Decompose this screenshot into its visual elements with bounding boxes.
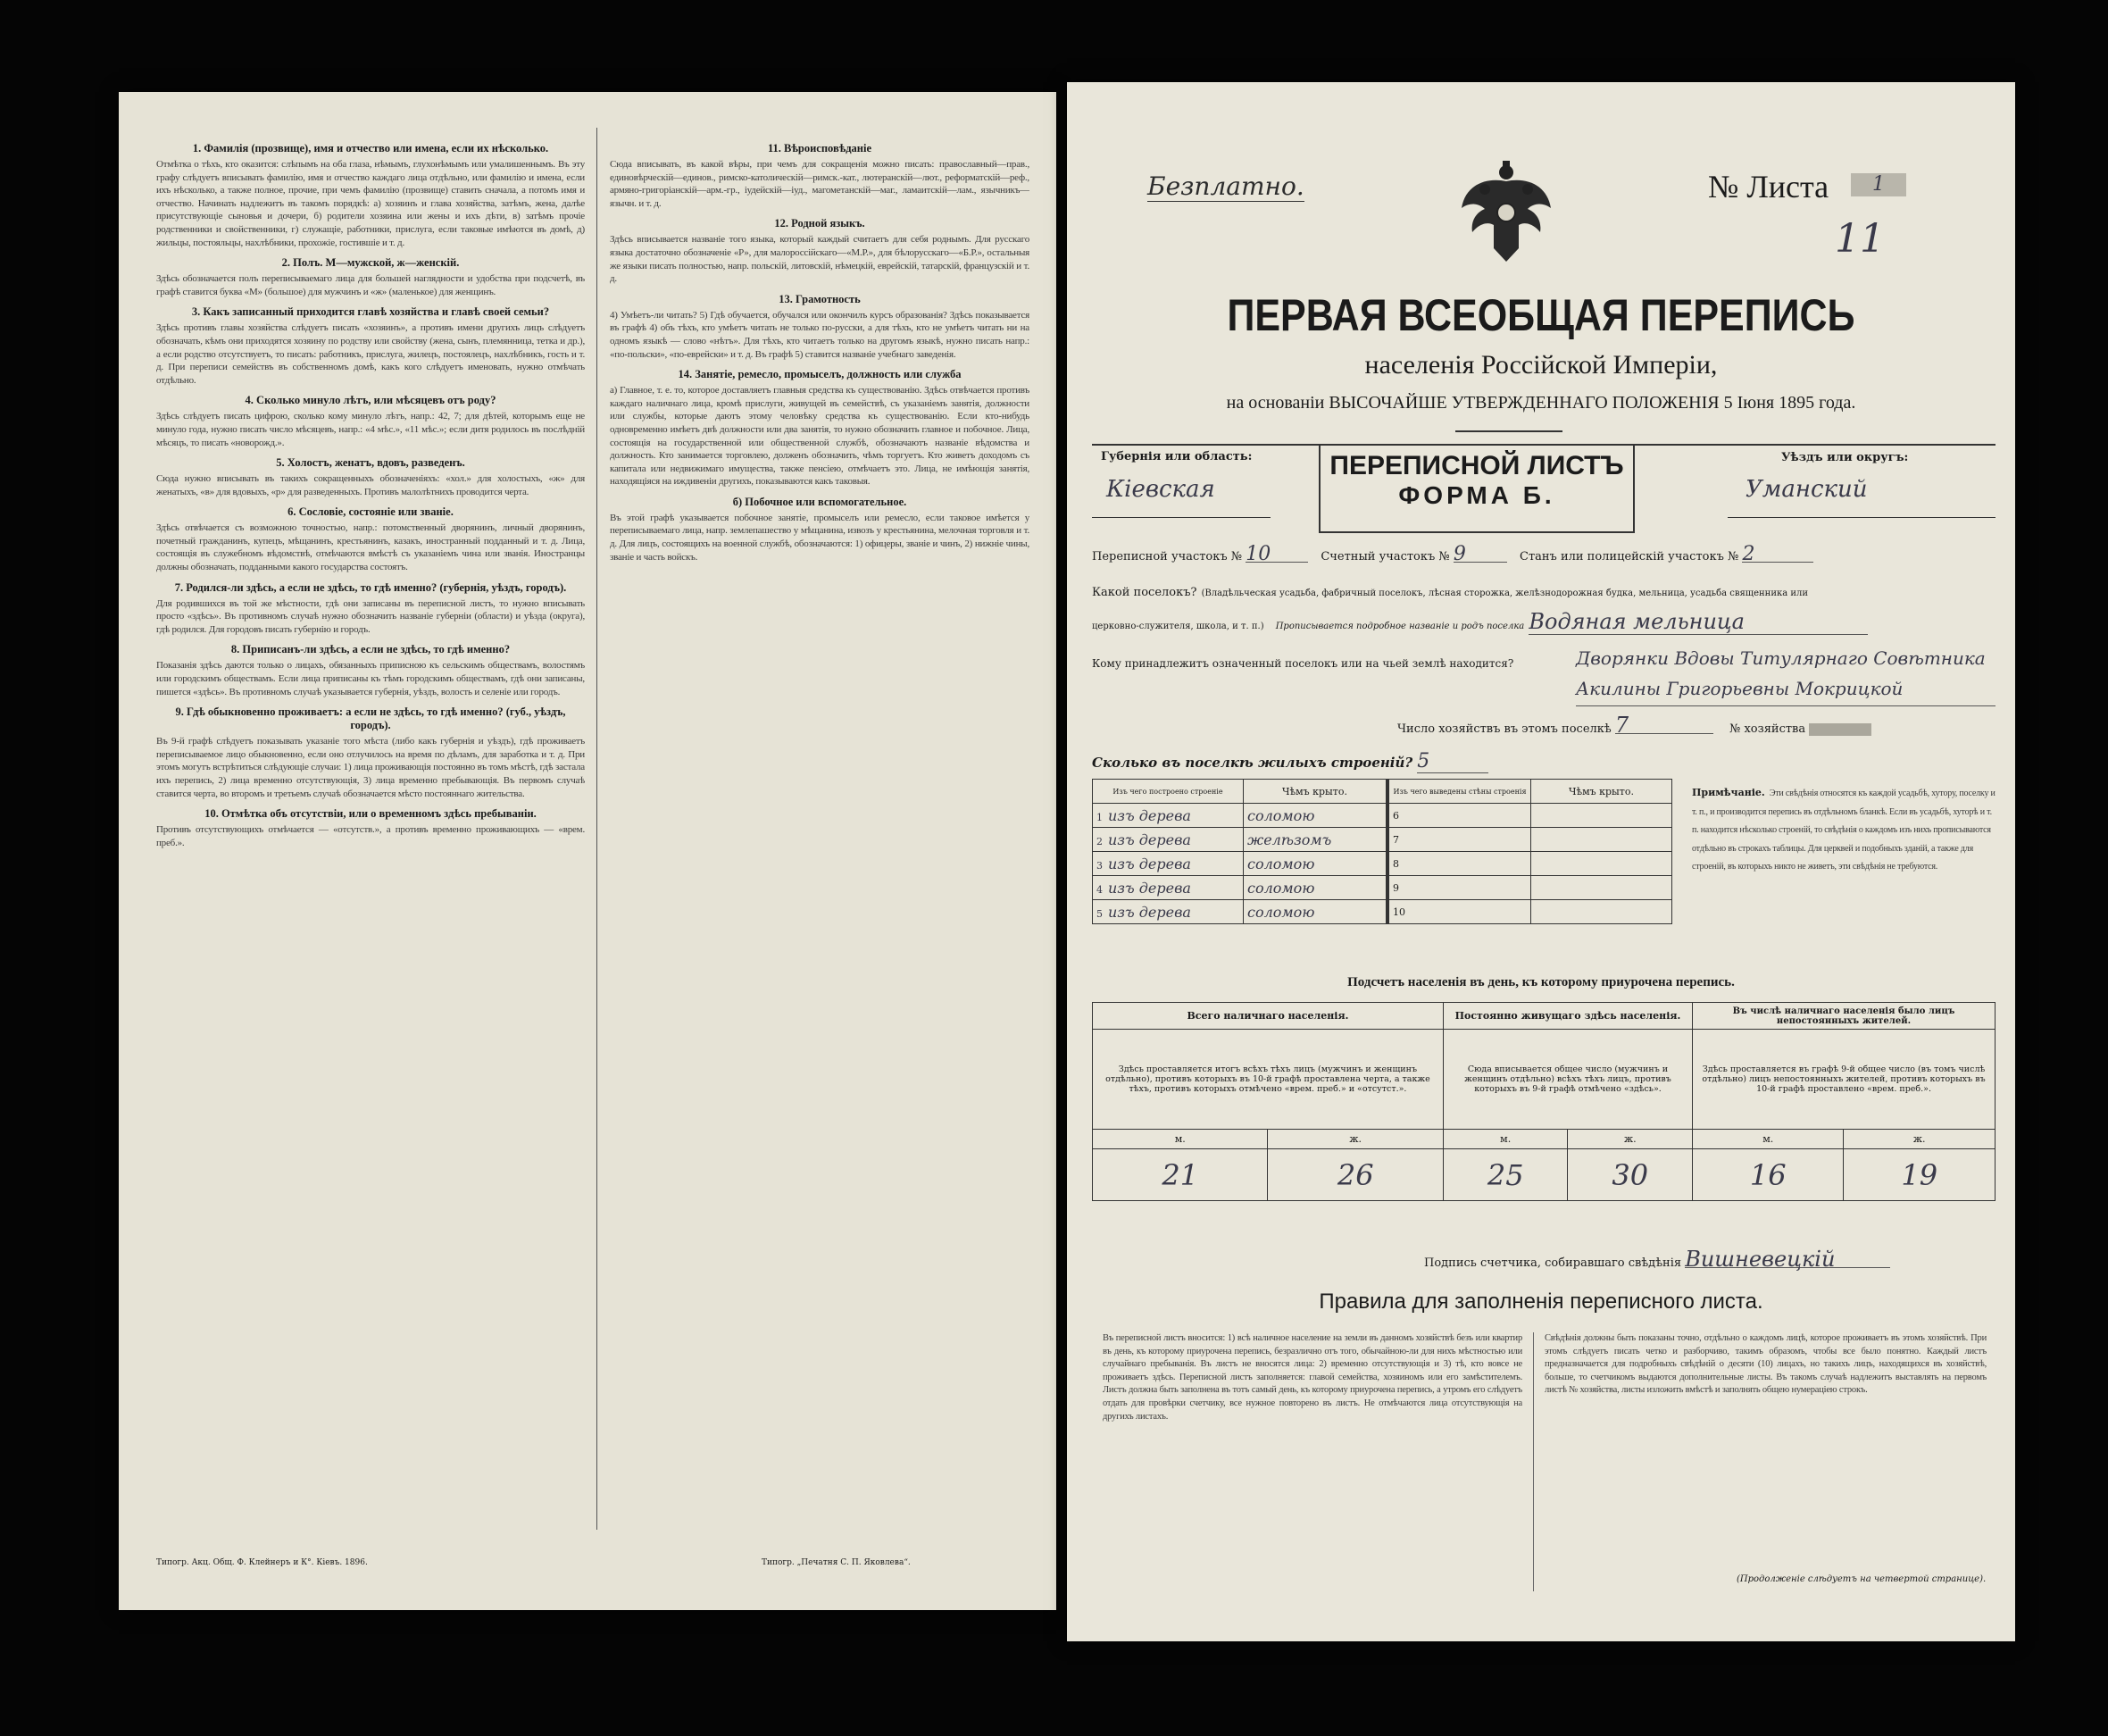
building-row-empty xyxy=(1388,876,1672,900)
building-roof-empty xyxy=(1531,876,1672,900)
pop-temporary-male: 16 xyxy=(1693,1149,1844,1201)
section-text: Сюда вписывать, въ какой вѣры, при чемъ для сокращенія можно писать: православный—прав., единовѣрческій—единов., римско-католическій—римск.-кат., лютеранскій—лют., реформатскій—реф., армяно-григоріанскій—арм.-гр., іудейскій—іуд., магометанскій—маг., ламаитскій—лам., язычникъ—язычн. и т. д. xyxy=(610,159,1029,209)
building-material-text: изъ дерева xyxy=(1108,855,1191,872)
section-title: 3. Какъ записанный приходится главѣ хозяйства и главѣ своей семьи? xyxy=(191,305,550,319)
building-roof: соломою xyxy=(1244,900,1387,924)
section-title: 8. Приписанъ-ли здѣсь, а если не здѣсь, то гдѣ именно? xyxy=(230,643,511,656)
section-text: Противъ отсутствующихъ отмѣчается — «отсутств.», а противъ временно проживающихъ — «врем. преб.». xyxy=(156,824,585,848)
building-number: 8 xyxy=(1388,852,1531,876)
household-no-value xyxy=(1809,723,1871,736)
settlement-row xyxy=(1092,582,1996,600)
buildings-table xyxy=(1092,779,1672,924)
left-column-1 xyxy=(156,135,585,1528)
sheet-number-label: № Листа xyxy=(1708,169,1829,204)
pop-total-female: 26 xyxy=(1268,1149,1444,1201)
building-number: 6 xyxy=(1388,804,1531,828)
building-number: 9 xyxy=(1388,876,1531,900)
stan-value: 2 xyxy=(1742,547,1813,563)
section-text: Здѣсь слѣдуетъ писать цифрою, сколько кому минуло лѣтъ, напр.: 42, 7; для дѣтей, которымъ еще не минуло года, нужно писать число мѣсяцевъ, напр.: «4 мѣс.», «11 мѣс.»; если дитя родилось въ послѣдній мѣсяцъ, то писать «новорожд.». xyxy=(156,411,585,448)
area-row xyxy=(1092,543,1996,565)
district-box xyxy=(1728,444,1996,518)
section-title: 13. Грамотность xyxy=(779,292,861,305)
pop-head-temporary: Въ числѣ наличнаго населенія было лицъ непостоянныхъ жителей. xyxy=(1693,1003,1996,1030)
pop-desc-permanent: Сюда вписывается общее число (мужчинъ и женщинъ отдѣльно) всѣхъ тѣхъ лицъ, противъ которыхъ въ 9-й графѣ отмѣчено «здѣсь». xyxy=(1443,1030,1692,1130)
building-row xyxy=(1093,900,1387,924)
section-title: б) Побочное или вспомогательное. xyxy=(732,495,907,508)
section-text: Въ 9-й графѣ слѣдуетъ показывать указаніе того мѣста (либо какъ губернія и уѣздъ), гдѣ проживаетъ переписываемое лицо обыкновенно, если оно отлучилось на время по дѣламъ, для заработка и т. д. При этомъ могутъ встрѣтиться слѣдующіе случаи: 1) лица проживающія постоянно въ томъ мѣстѣ, гдѣ застала ихъ перепись, 2) лица временно отсутствующія, 3) лица временно пребывающія. Въ первомъ случаѣ ставится черта, во второмъ и третьемъ случаѣ обозначается мѣсто постояннаго жительства. xyxy=(156,736,585,799)
population-table xyxy=(1092,1002,1996,1201)
buildings-label: Сколько въ поселкѣ жилыхъ строеній? xyxy=(1092,755,1413,771)
section-text: Сюда нужно вписывать въ такихъ сокращенныхъ обозначеніяхъ: «хол.» для холостыхъ, «ж» для женатыхъ, «в» для вдовыхъ, «р» для разведенныхъ. Противъ малолѣтнихъ проводится черта. xyxy=(156,473,585,497)
pop-permanent-male: 25 xyxy=(1443,1149,1568,1201)
counter-signature: Вишневецкій xyxy=(1685,1252,1890,1268)
section-text: Здѣсь отвѣчается съ возможною точностью, напр.: потомственный дворянинъ, личный дворянинъ, почетный гражданинъ, купецъ, мѣщанинъ, крестьянинъ, казакъ, иностранный подданный и т. д. Лица, состоящія въ служебномъ вѣдомствѣ, отмѣчаются вмѣстѣ съ указаніемъ чина или званія. Иностранцы должны обозначать, подданными какого государства состоятъ. xyxy=(156,522,585,573)
pop-permanent-female: 30 xyxy=(1568,1149,1693,1201)
section-title: 4. Сколько минуло лѣтъ, или мѣсяцевъ отъ роду? xyxy=(245,394,496,407)
left-page xyxy=(119,92,1056,1610)
building-material-text: изъ дерева xyxy=(1108,903,1191,921)
settlement-value: Водяная мельница xyxy=(1529,609,1868,635)
form-label: ФОРМА Б. xyxy=(1398,481,1555,509)
population-title: Подсчетъ населенія въ день, къ которому приурочена перепись. xyxy=(1347,975,1735,989)
rules-divider xyxy=(1533,1332,1534,1591)
census-subtitle: населенія Россійской Имперіи, xyxy=(1364,350,1718,380)
section-title: 9. Гдѣ обыкновенно проживаетъ: а если не здѣсь, то гдѣ именно? (губ., уѣздъ, городъ). xyxy=(175,705,566,732)
buildings-table-left xyxy=(1092,779,1387,924)
building-material-text: изъ дерева xyxy=(1108,879,1191,897)
households-value: 7 xyxy=(1615,718,1713,734)
building-row-empty xyxy=(1388,828,1672,852)
pop-m-label-2: м. xyxy=(1443,1130,1568,1149)
building-row-empty xyxy=(1388,900,1672,924)
section-title: 6. Сословіе, состояніе или званіе. xyxy=(287,505,454,519)
printer-imprint-left: Типогр. Акц. Общ. Ф. Клейнеръ и К°. Кіевъ. 1896. xyxy=(156,1558,368,1567)
rules-continuation: (Продолженіе слѣдуетъ на четвертой странице). xyxy=(1737,1574,1987,1584)
building-roof: желѣзомъ xyxy=(1244,828,1387,852)
building-material xyxy=(1093,828,1244,852)
building-number: 1 xyxy=(1096,811,1103,823)
buildings-value: 5 xyxy=(1417,750,1488,773)
households-label: Число хозяйствъ въ этомъ поселкѣ xyxy=(1397,722,1612,736)
bldg-col4-head: Чѣмъ крыто. xyxy=(1531,780,1672,804)
building-row xyxy=(1093,852,1387,876)
settlement-hint-2: церковно-служителя, школа, и т. п.) xyxy=(1092,622,1264,631)
section-title: 7. Родился-ли здѣсь, а если не здѣсь, то гдѣ именно? (губернія, уѣздъ, городъ). xyxy=(174,580,567,594)
building-material xyxy=(1093,804,1244,828)
district-label: Уѣздъ или округъ: xyxy=(1781,451,1909,464)
building-number: 5 xyxy=(1096,907,1103,920)
building-row-empty xyxy=(1388,804,1672,828)
section-title: 11. Вѣроисповѣданіе xyxy=(767,142,872,154)
free-label: Безплатно. xyxy=(1147,171,1304,201)
owner-value: Дворянки Вдовы Титулярнаго Совѣтника Акилины Григорьевны Мокрицкой xyxy=(1576,643,1996,706)
note-text: Эти свѣдѣнія относятся къ каждой усадьбѣ, хутору, поселку и т. п., и производится перепись въ отдѣльномъ бланкѣ. Если въ усадьбѣ, хуторѣ и т. п. находится нѣсколько строеній, то свѣдѣнія о каждомъ изъ нихъ прописываются отдѣльно въ строкахъ таблицы. Для церквей и подобныхъ зданій, а также для строеній, въ которыхъ никто не живетъ, эти свѣдѣнія не требуются. xyxy=(1692,789,1996,872)
section-text: Здѣсь обозначается полъ переписываемаго лица для большей наглядности и удобства при подсчетѣ, въ графѣ ставится буква «М» (большое) для мужчинъ и «ж» (маленькое) для женщинъ. xyxy=(156,273,585,297)
pop-temporary-female: 19 xyxy=(1844,1149,1996,1201)
building-roof: соломою xyxy=(1244,876,1387,900)
pop-m-label-3: м. xyxy=(1693,1130,1844,1149)
section-text: Отмѣтка о тѣхъ, кто оказится: слѣпымъ на оба глаза, нѣмымъ, глухонѣмымъ или умалишеннымъ. Въ эту графу слѣдуетъ вписывать фамилію, имя и отчество каждаго лица отдѣльно, или фамилію и имена, если ихъ нѣсколько, а также полное, прочие, при чемъ фамилію (прозвище) ставить сначала, а потомъ имя и отчество. Начинать надлежитъ въ такомъ порядкѣ: а) хозяинъ и глава хозяйства, затѣмъ, жена, далѣе присутствующіе сыновья и дочери, б) родители хозяина или жены и ихъ дѣти, в) затѣмъ прочіе родственники и свойственники, г) служащіе, работники, прислуга, если таковые имѣются въ домѣ, д) жильцы, постояльцы, нахлѣбники, прохожіе, гостившіе и т. д. xyxy=(156,159,585,248)
right-page xyxy=(1067,82,2015,1641)
settlement-hint: (Владѣльческая усадьба, фабричный поселокъ, лѣсная сторожка, желѣзнодорожная будка, мельница, усадьба священника или xyxy=(1201,588,1809,598)
counter-signature-label: Подпись счетчика, собиравшаго свѣдѣнія xyxy=(1424,1256,1682,1270)
pop-total-male: 21 xyxy=(1093,1149,1268,1201)
counter-signature-row xyxy=(1424,1247,1890,1272)
building-roof-empty xyxy=(1531,900,1672,924)
section-title: 2. Полъ. М—мужской, ж—женскій. xyxy=(281,256,460,270)
double-headed-eagle-emblem xyxy=(1458,159,1554,266)
stan-label: Станъ или полицейскій участокъ № xyxy=(1520,550,1739,563)
census-area-value: 10 xyxy=(1246,547,1308,563)
section-title: 10. Отмѣтка объ отсутствіи, или о временномъ здѣсь пребываніи. xyxy=(204,807,537,821)
building-material xyxy=(1093,852,1244,876)
building-number: 3 xyxy=(1096,859,1103,872)
section-text: Здѣсь противъ главы хозяйства слѣдуетъ писать «хозяинъ», а противъ имени другихъ лицъ слѣдуетъ обозначать, кѣмъ они приходятся хозяину по родству или свойству (жена, сынъ, племянница, тетка и др.), а если родство отсутствуетъ, то писать: работникъ, прислуга, жилецъ, постоялецъ, нахлѣбникъ, гость и т. д. При переписи семействъ въ собственномъ домѣ, какъ кого слѣдуетъ именовать, нужно отмѣчать отдѣльно. xyxy=(156,322,585,386)
building-row-empty xyxy=(1388,852,1672,876)
settlement-row-2 xyxy=(1092,609,1996,635)
building-material-text: изъ дерева xyxy=(1108,806,1191,824)
pop-head-total: Всего наличнаго населенія. xyxy=(1093,1003,1444,1030)
building-number: 2 xyxy=(1096,835,1103,847)
census-area-label: Переписной участокъ № xyxy=(1092,550,1243,563)
buildings-table-right xyxy=(1387,779,1672,924)
sheet-title: ПЕРЕПИСНОЙ ЛИСТЪ xyxy=(1329,451,1624,480)
pop-f-label-2: ж. xyxy=(1568,1130,1693,1149)
building-roof-empty xyxy=(1531,852,1672,876)
section-text: Показанія здѣсь даются только о лицахъ, обязанныхъ приписною къ сельскимъ обществамъ, волостямъ или городскимъ обществамъ. Если лица приписаны къ тѣмъ городскимъ обществамъ, гдѣ они записаны, пишется «здѣсь». Въ противномъ случаѣ указывается губернія, уѣздъ, волость и селеніе или городъ. xyxy=(156,660,585,697)
printer-imprint-right: Типогр. „Печатня С. П. Яковлева“. xyxy=(762,1558,911,1567)
pop-desc-temporary: Здѣсь проставляется въ графѣ 9-й общее число (въ томъ числѣ отдѣльно) лицъ непостоянныхъ жителей, противъ которыхъ въ 10-й графѣ проставлено «врем. преб.». xyxy=(1693,1030,1996,1130)
building-material-text: изъ дерева xyxy=(1108,830,1191,848)
title-divider xyxy=(1455,430,1562,432)
settlement-hint-3: Прописывается подробное названіе и родъ поселка xyxy=(1275,622,1525,631)
building-roof: соломою xyxy=(1244,852,1387,876)
province-box xyxy=(1092,444,1271,518)
building-row xyxy=(1093,876,1387,900)
sheet-title-box xyxy=(1319,444,1635,533)
section-title: 14. Занятіе, ремесло, промыселъ, должность или служба xyxy=(678,368,962,381)
province-value: Кіевская xyxy=(1106,476,1215,503)
building-row xyxy=(1093,828,1387,852)
building-number: 10 xyxy=(1388,900,1531,924)
section-text: Для родившихся въ той же мѣстности, гдѣ они записаны въ переписной листъ, то нужно вписывать просто «здѣсь». Въ противномъ случаѣ нужно обозначить названіе губерніи (области) и уѣзда (округа), гдѣ родился. Для городовъ писать губернію и городъ. xyxy=(156,597,585,635)
building-number: 7 xyxy=(1388,828,1531,852)
household-no-label: № хозяйства xyxy=(1729,722,1806,736)
settlement-label: Какой поселокъ? xyxy=(1092,586,1197,599)
bldg-col2-head: Чѣмъ крыто. xyxy=(1244,780,1387,804)
section-text: а) Главное, т. е. то, которое доставляетъ главныя средства къ существованію. Здѣсь отвѣчается противъ каждаго наличнаго лица, кромѣ прислуги, живущей въ семействѣ, съ указаніемъ занятія, должности или службы, которые даютъ этому человѣку средства къ существованію. Если кто-нибудь одновременно имѣетъ двѣ должности или два занятія, то нужно обозначить главное и побочное. Лица, состоящія на государственной или общественной службѣ, обозначаютъ названіе вѣдомства и должность. Кто занимается торговлею, долженъ обозначить, чѣмъ торгуетъ. Кто живетъ доходомъ съ капитала или недвижимаго имущества, также пенсіею, отмѣчаетъ это. Лица, не имѣющія занятія, находящіяся на иждивеніи другихъ, показываются какъ таковыя. xyxy=(610,385,1029,488)
pop-f-label-3: ж. xyxy=(1844,1130,1996,1149)
section-text: Въ этой графѣ указывается побочное занятіе, промыселъ или ремесло, если таковое имѣется у переписываемаго лица, напр. землепашество у мѣщанина, извозъ у крестьянина, мелочная торговля и т. д. Для лицъ, состоящихъ на военной службѣ, обозначаются: 1) офицеры, званіе и чинъ, 2) нижніе чины, званіе и часть войскъ. xyxy=(610,512,1029,563)
rules-left-column: Въ переписной листъ вносится: 1) всѣ наличное население на земли въ данномъ хозяйствѣ безъ или квартир въ день, къ которому приурочена перепись, безразлично отъ того, обычайною-ли для нихъ мѣстностью или случайнаго пребыванія. Въ листъ не вносятся лица: 2) временно отсутствующія и 3) тѣ, кто вовсе не проживаетъ здѣсь. Переписной листъ заполняется: главой семейства, хозяиномъ или его замѣстителемъ. Листъ должна быть заполнена въ тотъ самый день, къ которому приурочена перепись, а утромъ его слѣдуетъ отдать для провѣрки счетчику, все нужное повторено въ листъ. Не отмѣчаются лица отсутствующія на другихъ листахъ. xyxy=(1103,1333,1522,1422)
left-column-2 xyxy=(610,135,1029,1528)
building-row xyxy=(1093,804,1387,828)
bldg-col1-head: Изъ чего построено строеніе xyxy=(1093,780,1244,804)
households-row xyxy=(1397,713,1871,738)
section-title: 12. Родной языкъ. xyxy=(774,217,865,230)
note-title: Примѣчаніе. xyxy=(1692,787,1765,798)
owner-label: Кому принадлежитъ означенный поселокъ или на чьей землѣ находится? xyxy=(1092,657,1514,670)
building-roof: соломою xyxy=(1244,804,1387,828)
section-title: 5. Холостъ, женатъ, вдовъ, разведенъ. xyxy=(276,456,465,470)
handwritten-mark: 11 xyxy=(1835,216,1885,262)
building-material xyxy=(1093,876,1244,900)
building-roof-empty xyxy=(1531,828,1672,852)
building-roof-empty xyxy=(1531,804,1672,828)
pop-f-label-1: ж. xyxy=(1268,1130,1444,1149)
buildings-note xyxy=(1692,782,1996,961)
buildings-row xyxy=(1092,750,1488,773)
pop-desc-total: Здѣсь проставляется итогъ всѣхъ тѣхъ лицъ (мужчинъ и женщинъ отдѣльно), противъ которыхъ въ 10-й графѣ проставлена черта, а также тѣхъ, противъ которыхъ отмѣчено «врем. преб.» и «отсутст.». xyxy=(1093,1030,1444,1130)
count-area-label: Счетный участокъ № xyxy=(1321,550,1450,563)
rules-title: Правила для заполненія переписного листа. xyxy=(1319,1289,1763,1314)
building-material xyxy=(1093,900,1244,924)
section-text: Здѣсь вписывается названіе того языка, который каждый считаетъ для себя роднымъ. Для русскаго языка достаточно обозначеніе «Р», для малороссійскаго—«М.Р.», для бѣлорусскаго—«Б.Р.», остальныя же языки писать полностью, напр. польскій, литовскій, нѣмецкій, еврейскій, татарскій, французскій и т. д. xyxy=(610,234,1029,285)
building-number: 4 xyxy=(1096,883,1103,896)
district-value: Уманский xyxy=(1746,476,1868,503)
column-divider xyxy=(596,128,597,1530)
section-text: 4) Умѣетъ-ли читать? 5) Гдѣ обучается, обучался или окончилъ курсъ образованія? Здѣсь показывается въ графѣ 4) объ тѣхъ, кто умѣетъ читать не только по-русски, а для тѣхъ, кто не умѣетъ читать ни на одномъ языкѣ — слово «нѣтъ». Для тѣхъ, кто читаетъ только на другомъ языкѣ, нужно писать напр.: «по-польски», «по-еврейски» и т. д. Въ графѣ 5) ставится названіе учебнаго заведенія. xyxy=(610,309,1029,360)
pop-head-permanent: Постоянно живущаго здѣсь населенія. xyxy=(1443,1003,1692,1030)
count-area-value: 9 xyxy=(1454,547,1507,563)
pop-m-label-1: м. xyxy=(1093,1130,1268,1149)
section-title: 1. Фамилія (прозвище), имя и отчество или имена, если их нѣсколько. xyxy=(192,142,549,154)
province-label: Губернія или область: xyxy=(1101,450,1253,463)
bldg-col3-head: Изъ чего выведены стѣны строенія xyxy=(1388,780,1531,804)
census-basis: на основаніи ВЫСОЧАЙШЕ УТВЕРЖДЕННАГО ПОЛОЖЕНІЯ 5 Іюня 1895 года. xyxy=(1226,393,1856,413)
census-title: ПЕРВАЯ ВСЕОБЩАЯ ПЕРЕПИСЬ xyxy=(1227,290,1855,340)
sheet-number-value: 1 xyxy=(1851,173,1906,196)
rules-right-column: Свѣдѣнія должны быть показаны точно, отдѣльно о каждомъ лицѣ, которое проживаетъ въ этомъ хозяйствѣ. При этомъ слѣдуетъ писать четко и разборчиво, такимъ образомъ, чтобы все было понятно. Каждый листъ предназначается для подробныхъ свѣдѣній о десяти (10) лицахъ, но такихъ лицъ, находящихся въ хозяйствѣ, больше, то счетчикомъ выдаются дополнительные листы. Въ такомъ случаѣ надлежитъ выставлять на первомъ листѣ № хозяйства, листы изложить вмѣстѣ и заполнять общею нумераціею строкъ. xyxy=(1545,1333,1987,1396)
